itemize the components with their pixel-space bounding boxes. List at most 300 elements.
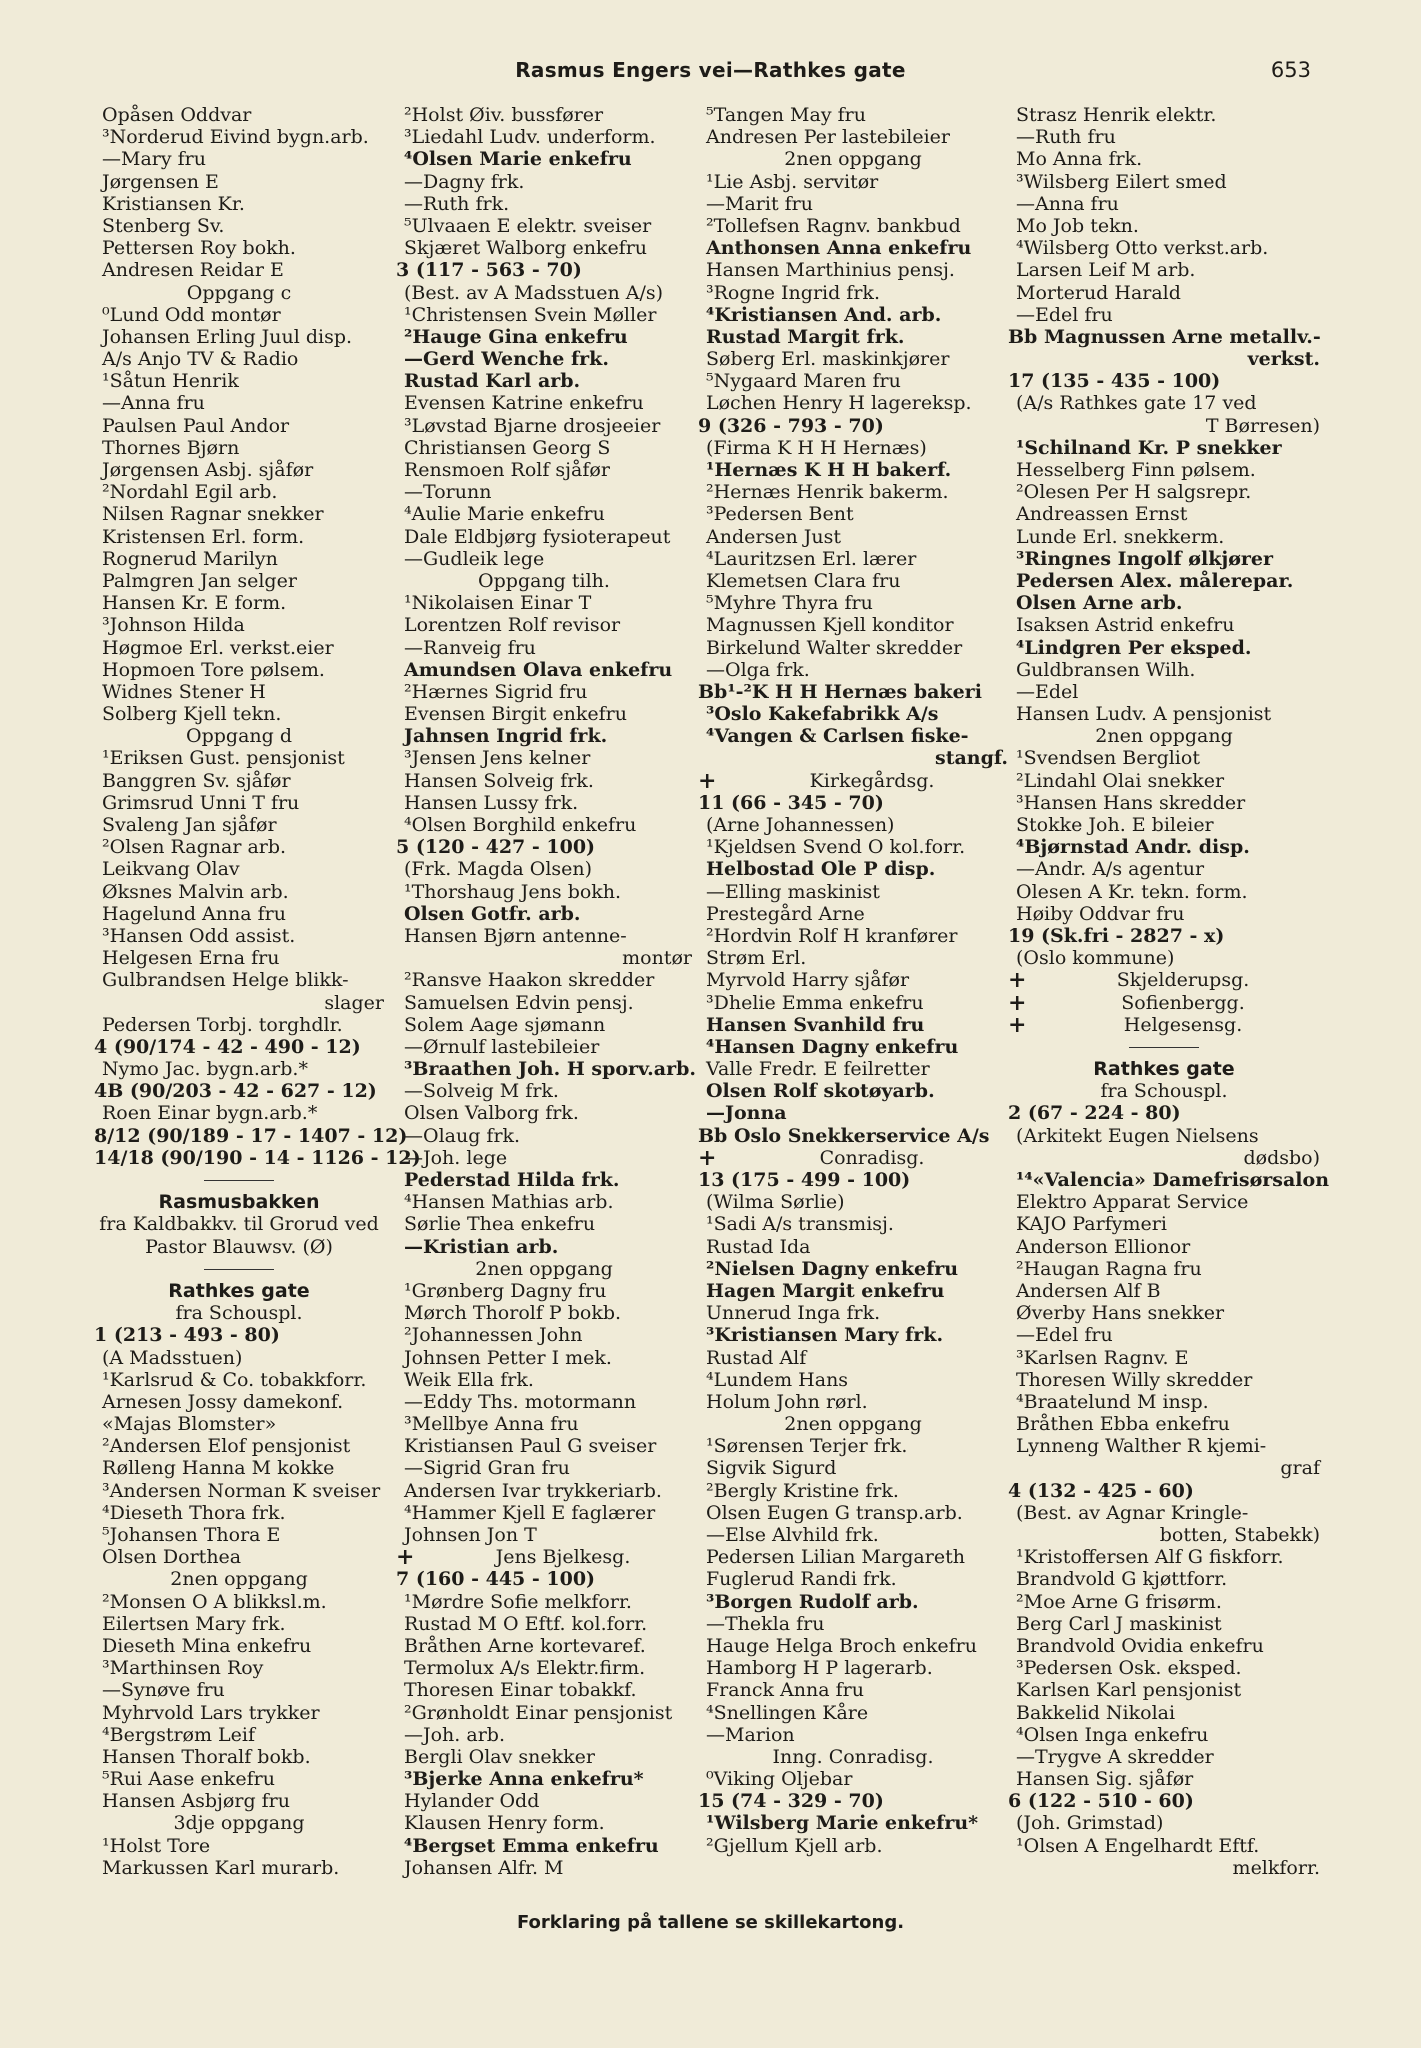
resident-entry: —Edel fru [1016,303,1113,326]
resident-entry: —Jonna [706,1102,787,1125]
resident-entry: Hansen Thoralf bokb. [102,1745,311,1768]
resident-entry: ²Monsen O A blikksl.m. [102,1590,327,1613]
continuation-line: melkforr. [1232,1856,1320,1879]
resident-entry: Birkelund Walter skredder [706,636,963,659]
resident-entry: ²Grønholdt Einar pensjonist [404,1701,673,1724]
resident-entry: ³Norderud Eivind bygn.arb. [102,126,369,149]
resident-entry: ¹Nikolaisen Einar T [404,592,592,615]
resident-entry: (Best. av A Madsstuen A/s) [404,281,664,304]
resident-entry: Karlsen Karl pensjonist [1016,1679,1242,1702]
resident-entry: ³Karlsen Ragnv. E [1016,1346,1189,1369]
cross-street [698,767,1008,794]
resident-entry: ²Gjellum Kjell arb. [706,1834,883,1857]
cross-street-label: Kirkegårdsg. [809,769,935,792]
house-number-entry: Bb¹-²K H H Hernæs bakeri [698,680,982,703]
resident-entry: (Oslo kommune) [1016,947,1175,970]
resident-entry: —Edel [1016,680,1079,703]
resident-entry: Sigvik Sigurd [706,1457,837,1480]
resident-entry: ¹Wilsberg Marie enkefru* [706,1812,979,1835]
resident-entry: ²Ransve Haakon skredder [404,969,655,992]
resident-entry: Hauge Helga Broch enkefru [706,1634,977,1657]
resident-entry: ²Moe Arne G frisørm. [1016,1590,1222,1613]
house-number-entry: 3 (117 - 563 - 70) [396,259,582,282]
resident-entry: Andreassen Ernst [1016,503,1188,526]
resident-entry: ⁴Lindgren Per eksped. [1016,636,1252,659]
resident-entry: Johansen Alfr. M [404,1856,564,1879]
resident-entry: Leikvang Olav [102,858,240,881]
resident-entry: Pedersen Torbj. torghdlr. [102,1013,343,1036]
resident-entry: Andersen Ivar trykkeriarb. [404,1479,662,1502]
resident-entry: ¹Karlsrud & Co. tobakkforr. [102,1368,367,1391]
house-number-entry: Bb Oslo Snekkerservice A/s [698,1124,990,1147]
resident-entry: —Mary fru [102,148,206,171]
resident-entry: ⁴Hansen Dagny enkefru [706,1035,959,1058]
resident-entry: ⁵Johansen Thora E [102,1524,281,1546]
resident-entry: ¹Eriksen Gust. pensjonist [102,747,345,770]
resident-entry: (Arkitekt Eugen Nielsens [1016,1124,1259,1147]
cross-street-label: Helgesensg. [1123,1013,1243,1036]
continuation-line: verkst. [1247,348,1320,371]
resident-entry: Pettersen Roy bokh. [102,237,296,260]
resident-entry: Hesselberg Finn pølsem. [1016,459,1256,481]
resident-entry: ⁰Lund Odd montør [102,303,281,326]
resident-entry: ⁴Aulie Marie enkefru [404,503,605,526]
resident-entry: Myhrvold Lars trykker [102,1701,320,1724]
resident-entry: —Marit fru [706,192,813,215]
resident-entry: Solberg Kjell tekn. [102,703,282,726]
continuation-line: dødsbo) [1243,1146,1320,1169]
resident-entry: Klausen Henry form. [404,1812,605,1835]
resident-entry: ⁴Kristiansen And. arb. [706,303,942,326]
entrance-label: 2nen oppgang [1095,725,1233,748]
resident-entry: ⁴Olsen Marie enkefru [404,148,632,171]
resident-entry: Hansen Ludv. A pensjonist [1016,703,1272,726]
resident-entry: ¹Sørensen Terjer frk. [706,1435,908,1458]
resident-entry: Hansen Solveig frk. [404,769,594,792]
street-heading: Rasmusbakken [158,1191,320,1214]
resident-entry: Magnussen Kjell konditor [706,614,954,637]
resident-entry: Rustad Alf [706,1346,807,1369]
resident-entry: Fuglerud Randi frk. [706,1568,897,1591]
resident-entry: KAJO Parfymeri [1016,1213,1167,1236]
resident-entry: ³Dhelie Emma enkefru [706,991,924,1014]
resident-entry: Hopmoen Tore pølsem. [102,658,325,681]
resident-entry: Skjæret Walborg enkefru [404,237,648,260]
resident-entry: Weik Ella frk. [404,1368,534,1391]
resident-entry: ¹⁴«Valencia» Damefrisørsalon [1016,1169,1330,1191]
resident-entry: ³Pedersen Osk. eksped. [1016,1657,1242,1680]
resident-entry: ⁴Lundem Hans [706,1368,849,1391]
resident-entry: —Trygve A skredder [1016,1745,1214,1768]
resident-entry: ⁰Viking Oljebar [706,1768,853,1791]
resident-entry: Palmgren Jan selger [102,569,297,592]
cross-street-icon: + [1008,967,1027,994]
resident-entry: ²Hauge Gina enkefru [404,325,628,348]
resident-entry: Jørgensen Asbj. sjåfør [102,459,314,481]
resident-entry: ³Johnson Hilda [102,614,245,637]
resident-entry: ⁴Bergset Emma enkefru [404,1834,659,1857]
resident-entry: Hansen Kr. E form. [102,592,287,615]
entrance-label: Pastor Blauwsv. (Ø) [145,1235,333,1258]
resident-entry: Bråthen Arne kortevaref. [404,1634,646,1657]
resident-entry: Sørlie Thea enkefru [404,1213,596,1236]
house-number-entry: 4 (90/174 - 42 - 490 - 12) [94,1035,361,1058]
resident-entry: Larsen Leif M arb. [1016,259,1196,282]
resident-entry: Johansen Erling Juul disp. [102,325,353,348]
resident-entry: Øksnes Malvin arb. [102,880,289,903]
resident-entry: ²Bergly Kristine frk. [706,1479,899,1502]
section-divider [1008,1036,1320,1058]
resident-entry: —Ranveig fru [404,636,536,659]
resident-entry: Brandvold G kjøttforr. [1016,1568,1228,1591]
resident-entry: Isaksen Astrid enkefru [1016,614,1235,637]
resident-entry: Høiby Oddvar fru [1016,902,1185,925]
resident-entry: Dieseth Mina enkefru [102,1634,312,1657]
resident-entry: Gulbrandsen Helge blikk- [102,969,349,992]
entrance-label: 2nen oppgang [784,1413,922,1436]
house-number-entry: 4B (90/203 - 42 - 627 - 12) [94,1080,377,1103]
continuation-line: botten, Stabekk) [1159,1524,1320,1546]
resident-entry: ²Olsen Ragnar arb. [102,836,287,859]
resident-entry: ²Hernæs Henrik bakerm. [706,481,949,504]
resident-entry: ³Pedersen Bent [706,503,854,526]
cross-street-icon: + [1008,1011,1027,1038]
column-1 [94,104,421,1964]
resident-entry: Guldbransen Wilh. [1016,658,1196,681]
resident-entry: (A/s Rathkes gate 17 ved [1016,392,1257,415]
resident-entry: Solem Aage sjømann [404,1013,606,1036]
resident-entry: ⁴Vangen & Carlsen fiske- [706,725,969,748]
resident-entry: Hagelund Anna fru [102,902,286,925]
section-divider [94,1169,384,1191]
resident-entry: ²Johannessen John [404,1324,583,1347]
resident-entry: Olsen Dorthea [102,1546,242,1569]
footer-note: Forklaring på tallene se skillekartong. [516,1912,905,1933]
resident-entry: (A Madsstuen) [102,1346,243,1369]
resident-entry: Opåsen Oddvar [102,104,252,126]
continuation-line: montør [622,947,692,970]
resident-entry: Prestegård Arne [706,902,865,925]
resident-entry: Banggren Sv. sjåfør [102,769,291,792]
house-number-entry: 6 (122 - 510 - 60) [1008,1790,1194,1813]
resident-entry: Olesen A Kr. tekn. form. [1016,880,1248,903]
resident-entry: —Andr. A/s agentur [1016,858,1205,881]
cross-street [1008,1011,1320,1038]
resident-entry: Christiansen Georg S [404,436,611,459]
resident-entry: Mørch Thorolf P bokb. [404,1302,622,1325]
resident-entry: ¹Grønberg Dagny fru [404,1279,607,1302]
resident-entry: Olsen Valborg frk. [404,1102,579,1125]
house-number-entry: 4 (132 - 425 - 60) [1008,1479,1194,1502]
resident-entry: Rustad Karl arb. [404,370,581,393]
resident-entry: Johnsen Jon T [404,1524,537,1546]
resident-entry: —Else Alvhild frk. [706,1524,879,1546]
resident-entry: Hansen Asbjørg fru [102,1790,291,1813]
entrance-label: 3dje oppgang [173,1812,305,1835]
entrance-label: Oppgang d [186,725,292,748]
entrance-label: 2nen oppgang [475,1257,613,1280]
resident-entry: Klemetsen Clara fru [706,569,901,592]
column-2 [396,104,697,1964]
resident-entry: ⁴Wilsberg Otto verkst.arb. [1016,237,1269,260]
resident-entry: ¹Thorshaug Jens bokh. [404,880,622,903]
resident-entry: Olsen Rolf skotøyarb. [706,1080,935,1103]
resident-entry: ³Mellbye Anna fru [404,1413,579,1436]
resident-entry: ³Andersen Norman K sveiser [102,1479,381,1502]
resident-entry: —Anna fru [1016,192,1119,215]
resident-entry: Helbostad Ole P disp. [706,858,936,881]
resident-entry: ¹Hernæs K H H bakerf. [706,459,952,481]
entrance-label: fra Schouspl. [175,1302,303,1325]
resident-entry: ¹Kjeldsen Svend O kol.forr. [706,836,966,859]
resident-entry: Anderson Ellionor [1016,1235,1191,1258]
resident-entry: —Gerd Wenche frk. [404,348,609,371]
house-number-entry: 15 (74 - 329 - 70) [698,1790,884,1813]
resident-entry: ³Oslo Kakefabrikk A/s [706,703,939,726]
resident-entry: Valle Fredr. E feilretter [706,1058,930,1081]
resident-entry: Olsen Arne arb. [1016,592,1183,615]
resident-entry: Jørgensen E [102,170,219,193]
resident-entry: Grimsrud Unni T fru [102,791,300,814]
resident-entry: —Anna fru [102,392,205,415]
column-4 [1008,104,1330,1964]
resident-entry: —Olga frk. [706,658,810,681]
house-number-entry: 7 (160 - 445 - 100) [396,1568,596,1591]
resident-entry: Berg Carl J maskinist [1016,1612,1222,1635]
resident-entry: ³Jensen Jens kelner [404,747,591,770]
resident-entry: ³Rogne Ingrid frk. [706,281,880,304]
resident-entry: ¹Christensen Svein Møller [404,303,657,326]
resident-entry: Høgmoe Erl. verkst.eier [102,636,334,659]
resident-entry: ³Bjerke Anna enkefru* [404,1768,644,1791]
resident-entry: Søberg Erl. maskinkjører [706,348,950,371]
cross-street-label: Conradisg. [819,1146,925,1169]
resident-entry: Andresen Reidar E [102,259,284,282]
divider-rule [204,1180,274,1181]
resident-entry: Hansen Bjørn antenne- [404,924,627,947]
resident-entry: ¹Svendsen Bergliot [1016,747,1200,770]
resident-entry: ²Nordahl Egil arb. [102,481,278,504]
cross-street-icon: + [1008,989,1027,1016]
resident-entry: ¹Olsen A Engelhardt Eftf. [1016,1834,1260,1857]
resident-entry: (Wilma Sørlie) [706,1191,845,1214]
resident-entry: Termolux A/s Elektr.firm. [404,1657,646,1680]
house-number-entry: 2 (67 - 224 - 80) [1008,1102,1181,1125]
resident-entry: Rustad Margit frk. [706,325,905,348]
resident-entry: Hylander Odd [404,1790,540,1813]
resident-entry: ⁴Lauritzsen Erl. lærer [706,547,917,570]
resident-entry: ⁵Nygaard Maren fru [706,370,901,393]
resident-entry: Hagen Margit enkefru [706,1279,945,1302]
resident-entry: Paulsen Paul Andor [102,414,290,437]
resident-entry: Strøm Erl. [706,947,807,970]
resident-entry: ⁵Tangen May fru [706,104,866,126]
resident-entry: ³Wilsberg Eilert smed [1016,170,1227,193]
resident-entry: «Majas Blomster» [102,1413,277,1436]
resident-entry: ³Liedahl Ludv. underform. [404,126,656,149]
resident-entry: ⁵Ulvaaen E elektr. sveiser [404,214,652,237]
resident-entry: ²Nielsen Dagny enkefru [706,1257,959,1280]
resident-entry: Amundsen Olava enkefru [404,658,673,681]
resident-entry: ⁴Snellingen Kåre [706,1701,869,1724]
house-number-entry: 13 (175 - 499 - 100) [698,1169,911,1191]
street-heading: Rathkes gate [1093,1058,1235,1081]
resident-entry: ⁴Braatelund M insp. [1016,1390,1209,1413]
column-3 [698,104,1008,1964]
cross-street-label: Skjelderupsg. [1116,969,1250,992]
resident-entry: Anthonsen Anna enkefru [706,237,972,260]
resident-entry: ³Hansen Odd assist. [102,924,296,947]
resident-entry: ²Lindahl Olai snekker [1016,769,1225,792]
resident-entry: Mo Job tekn. [1016,214,1139,237]
resident-entry: —Edel fru [1016,1324,1113,1347]
resident-entry: ³Marthinsen Roy [102,1657,264,1680]
resident-entry: Markussen Karl murarb. [102,1856,340,1879]
resident-entry: ²Hordvin Rolf H kranfører [706,924,958,947]
resident-entry: Pedersen Alex. målerepar. [1016,569,1294,592]
resident-entry: Bakkelid Nikolai [1016,1701,1176,1724]
resident-entry: Unnerud Inga frk. [706,1302,881,1325]
resident-entry: —Joh. arb. [404,1723,505,1746]
resident-entry: Rølleng Hanna M kokke [102,1457,335,1480]
resident-entry: Lunde Erl. snekkerm. [1016,525,1225,548]
resident-entry: ²Holst Øiv. bussfører [404,104,604,126]
house-number-entry: 9 (326 - 793 - 70) [698,414,884,437]
resident-entry: —Marion [706,1723,795,1746]
resident-entry: Helgesen Erna fru [102,947,280,970]
resident-entry: (Arne Johannessen) [706,814,895,836]
house-number-entry: 19 (Sk.fri - 2827 - x) [1008,924,1225,947]
resident-entry: Eilertsen Mary frk. [102,1612,286,1635]
resident-entry: Mo Anna frk. [1016,148,1143,171]
resident-entry: ¹Såtun Henrik [102,370,239,393]
resident-entry: (Frk. Magda Olsen) [404,858,593,881]
resident-entry: Kristiansen Paul G sveiser [404,1435,657,1458]
resident-entry: Evensen Birgit enkefru [404,703,627,726]
resident-entry: —Dagny frk. [404,170,525,193]
resident-entry: —Ørnulf lastebileier [404,1035,600,1058]
resident-entry: Kristiansen Kr. [102,192,245,215]
resident-entry: Evensen Katrine enkefru [404,392,644,415]
entrance-label: fra Kaldbakkv. til Grorud ved [99,1213,379,1236]
resident-entry: (Best. av Agnar Kringle- [1016,1501,1249,1524]
cross-street-icon: + [396,1544,415,1571]
page-number: 653 [1270,58,1311,82]
resident-entry: Rognerud Marilyn [102,547,278,570]
resident-entry: Bergli Olav snekker [404,1745,595,1768]
resident-entry: —Gudleik lege [404,547,545,570]
page-header [0,58,1421,94]
resident-entry: ⁴Bjørnstad Andr. disp. [1016,836,1250,859]
resident-entry: ¹Sadi A/s transmisj. [706,1213,894,1236]
resident-entry: Arnesen Jossy damekonf. [102,1390,344,1413]
resident-entry: Kristensen Erl. form. [102,525,305,548]
continuation-line: stangf. [935,747,1008,770]
cross-street [1008,989,1320,1016]
resident-entry: Pederstad Hilda frk. [404,1169,620,1191]
resident-entry: Franck Anna fru [706,1679,864,1702]
house-number-entry: 17 (135 - 435 - 100) [1008,370,1221,393]
entrance-label: Inng. Conradisg. [772,1745,934,1768]
resident-entry: ³Løvstad Bjarne drosjeeier [404,414,661,437]
resident-entry: ³Kristiansen Mary frk. [706,1324,944,1347]
resident-entry: Bråthen Ebba enkefru [1016,1413,1230,1436]
resident-entry: —Thekla fru [706,1612,825,1635]
resident-entry: ³Hansen Hans skredder [1016,791,1246,814]
resident-entry: Olsen Eugen G transp.arb. [706,1501,963,1524]
resident-entry: ⁴Dieseth Thora frk. [102,1501,286,1524]
resident-entry: Widnes Stener H [102,680,266,703]
resident-entry: Svaleng Jan sjåfør [102,814,277,836]
resident-entry: ¹Mørdre Sofie melkforr. [404,1590,632,1613]
divider-rule [1129,1047,1199,1048]
resident-entry: Andersen Alf B [1016,1279,1161,1302]
resident-entry: ¹Lie Asbj. servitør [706,170,879,193]
house-number-entry: 5 (120 - 427 - 100) [396,836,596,859]
house-number-entry: 11 (66 - 345 - 70) [698,791,884,814]
resident-entry: ³Braathen Joh. H sporv.arb. [404,1058,697,1081]
resident-entry: —Elling maskinist [706,880,880,903]
resident-entry: ²Haugan Ragna fru [1016,1257,1202,1280]
resident-entry: Hansen Sig. sjåfør [1016,1768,1194,1791]
house-number-entry: 8/12 (90/189 - 17 - 1407 - 12) [94,1124,408,1147]
resident-entry: ¹Schilnand Kr. P snekker [1016,436,1282,459]
resident-entry: Thoresen Einar tobakkf. [404,1679,637,1702]
resident-entry: ⁴Bergstrøm Leif [102,1723,256,1746]
resident-entry: —Eddy Ths. motormann [404,1390,637,1413]
resident-entry: —Ruth fru [1016,126,1116,149]
continuation-line: T Børresen) [1205,414,1320,437]
resident-entry: Nilsen Ragnar snekker [102,503,324,526]
cross-street-icon: + [698,1144,717,1171]
resident-entry: ¹Holst Tore [102,1834,211,1857]
resident-entry: ⁴Hammer Kjell E faglærer [404,1501,656,1524]
resident-entry: ⁴Hansen Mathias arb. [404,1191,614,1214]
resident-entry: Johnsen Petter I mek. [404,1346,612,1369]
resident-entry: ³Borgen Rudolf arb. [706,1590,919,1613]
resident-entry: Rensmoen Rolf sjåfør [404,459,610,481]
resident-entry: —Synøve fru [102,1679,225,1702]
resident-entry: Hansen Marthinius pensj. [706,259,955,282]
resident-entry: Brandvold Ovidia enkefru [1016,1634,1264,1657]
resident-entry: Stokke Joh. E bileier [1016,814,1214,836]
resident-entry: ⁵Rui Aase enkefru [102,1768,275,1791]
resident-entry: —Solveig M frk. [404,1080,559,1103]
entrance-label: 2nen oppgang [170,1568,308,1591]
entrance-label: 2nen oppgang [784,148,922,171]
resident-entry: —Joh. lege [404,1146,508,1169]
running-title: Rasmus Engers vei—Rathkes gate [515,58,906,82]
resident-entry: ⁴Olsen Inga enkefru [1016,1723,1209,1746]
resident-entry: Løchen Henry H lagereksp. [706,392,972,415]
resident-entry: ²Tollefsen Ragnv. bankbud [706,214,961,237]
continuation-line: graf [1280,1457,1320,1480]
resident-entry: Lynneng Walther R kjemi- [1016,1435,1267,1458]
resident-entry: ⁴Olsen Borghild enkefru [404,814,637,836]
resident-entry: Morterud Harald [1016,281,1181,304]
continuation-line: slager [324,991,384,1014]
house-number-entry: 1 (213 - 493 - 80) [94,1324,280,1347]
resident-entry: Thornes Bjørn [102,436,240,459]
resident-entry: —Olaug frk. [404,1124,521,1147]
resident-entry: Nymo Jac. bygn.arb.* [102,1058,308,1081]
cross-street-label: Jens Bjelkesg. [495,1546,631,1569]
resident-entry: Holum John rørl. [706,1390,868,1413]
resident-entry: Dale Eldbjørg fysioterapeut [404,525,671,548]
entrance-label: fra Schouspl. [1100,1080,1228,1103]
resident-entry: Roen Einar bygn.arb.* [102,1102,318,1125]
resident-entry: (Joh. Grimstad) [1016,1812,1164,1835]
